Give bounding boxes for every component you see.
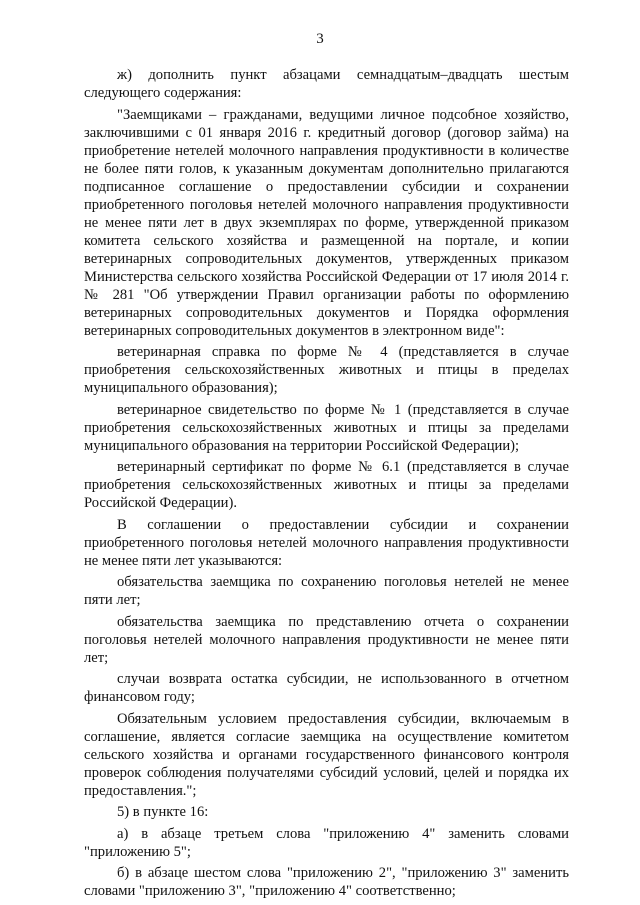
paragraph-item-a: а) в абзаце третьем слова "приложению 4" заменить словами "приложению 5"; — [84, 825, 569, 860]
paragraph-vet-certificate-form-1: ветеринарное свидетельство по форме № 1 (представляется в случае приобретения сельскохозяйственных животных и птицы за пределами муниципального образования на территории Российской Федерации); — [84, 401, 569, 454]
paragraph-vet-certificate-form-6-1: ветеринарный сертификат по форме № 6.1 (представляется в случае приобретения сельскохозяйственных животных и птицы за пределами Российской Федерации). — [84, 459, 569, 511]
paragraph-subsidy-return: случаи возврата остатка субсидии, не использованного в отчетном финансовом году; — [84, 671, 569, 705]
paragraph-item-5: 5) в пункте 16: — [117, 804, 209, 820]
paragraph-obligation-report: обязательства заемщика по представлению отчета о сохранении поголовья нетелей молочного направления продуктивности не менее пяти лет; — [84, 613, 569, 666]
document-body — [84, 66, 569, 904]
page-number: 3 — [316, 31, 324, 47]
paragraph-item-b: б) в абзаце шестом слова "приложению 2", "приложению 3" заменить словами "приложению 3", "приложению 4" соответственно; — [84, 865, 569, 899]
paragraph-vet-certificate-form-4: ветеринарная справка по форме № 4 (представляется в случае приобретения сельскохозяйственных животных и птицы в пределах муниципального образования); — [84, 344, 569, 396]
paragraph-obligation-keep-livestock: обязательства заемщика по сохранению поголовья нетелей не менее пяти лет; — [84, 574, 569, 608]
paragraph-borrowers-definition: "Заемщиками – гражданами, ведущими личное подсобное хозяйство, заключившими с 01 января 2016 г. кредитный договор (договор займа) на приобретение нетелей молочного направления продуктивности в количестве не более пяти голов, к указанным документам дополнительно прилагаются подписанное соглашение о предоставлении субсидии и сохранении приобретенного поголовья нетелей молочного направления продуктивности не менее пяти лет в двух экземплярах по форме, утвержденной приказом комитета сельского хозяйства и размещенной на портале, и копии ветеринарных сопроводительных документов, утвержденных приказом Министерства сельского хозяйства Российской Федерации от 17 июля 2014 г. № 281 "Об утверждении Правил организации работы по оформлению ветеринарных сопроводительных документов и Порядка оформления ветеринарных сопроводительных документов в электронном виде": — [84, 106, 569, 339]
paragraph-item-zh: ж) дополнить пункт абзацами семнадцатым–двадцать шестым следующего содержания: — [84, 67, 569, 101]
paragraph-mandatory-condition: Обязательным условием предоставления субсидии, включаемым в соглашение, является согласие заемщика на осуществление комитетом сельского хозяйства и органами государственного финансового контроля проверок соблюдения получателями субсидий условий, целей и порядка их предоставления."; — [84, 710, 569, 799]
paragraph-agreement-contents: В соглашении о предоставлении субсидии и сохранении приобретенного поголовья нетелей молочного направления продуктивности не менее пяти лет указываются: — [84, 516, 569, 569]
